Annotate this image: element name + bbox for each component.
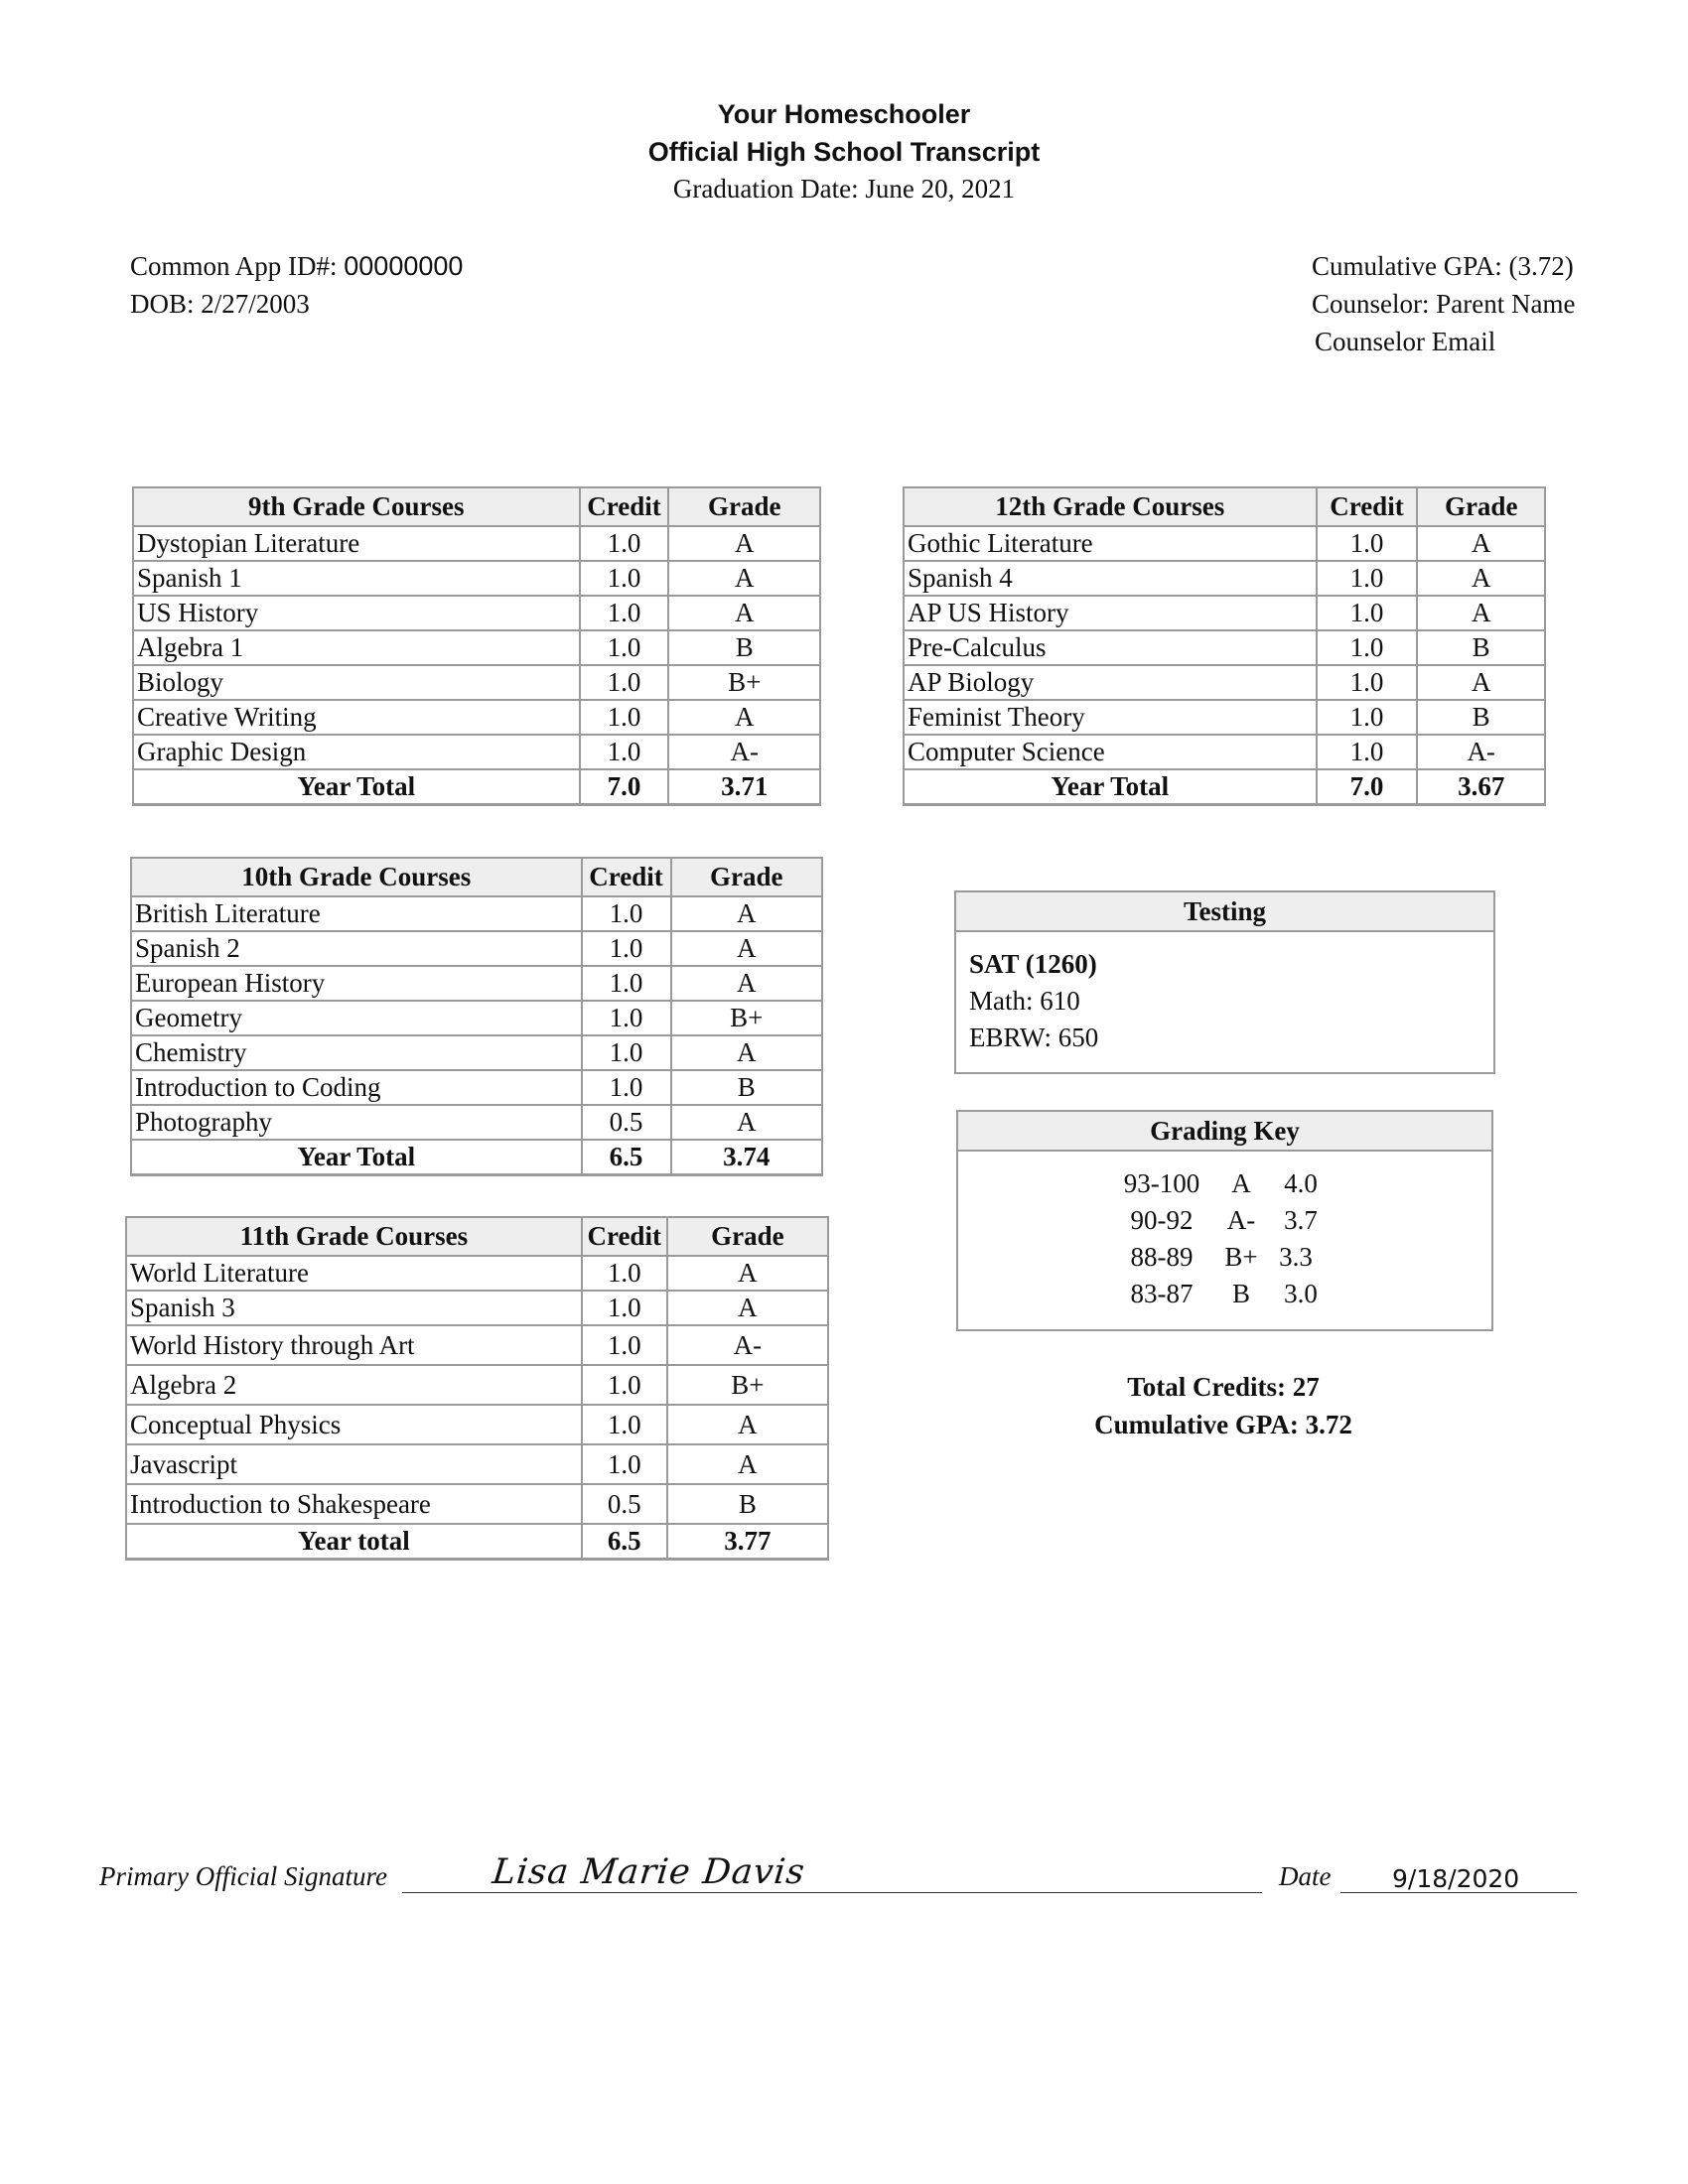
courses-header: 10th Grade Courses	[131, 858, 582, 896]
grade-range: 90-92	[1130, 1205, 1194, 1235]
credit-header: Credit	[580, 487, 669, 526]
year-total-credit: 7.0	[1317, 769, 1418, 805]
course-name: World History through Art	[126, 1325, 582, 1365]
year-total-label: Year Total	[131, 1140, 582, 1175]
course-grade: A	[1417, 561, 1545, 596]
course-credit: 1.0	[582, 1035, 671, 1070]
course-credit: 1.0	[580, 630, 669, 665]
course-row	[131, 1105, 822, 1140]
year-total-gpa: 3.67	[1417, 769, 1545, 805]
course-credit: 1.0	[582, 1256, 667, 1291]
testing-content	[969, 946, 1098, 1056]
testing-box	[954, 890, 1495, 1074]
year-total-credit: 6.5	[582, 1524, 667, 1560]
grading-key-header: Grading Key	[958, 1112, 1491, 1152]
testing-header: Testing	[956, 892, 1493, 932]
course-credit: 1.0	[1317, 526, 1418, 561]
course-name: Dystopian Literature	[133, 526, 580, 561]
course-credit: 0.5	[582, 1105, 671, 1140]
course-row	[904, 561, 1545, 596]
course-credit: 1.0	[1317, 561, 1418, 596]
course-credit: 1.0	[580, 665, 669, 700]
course-grade: A	[667, 1291, 828, 1325]
course-credit: 1.0	[580, 561, 669, 596]
course-name: Spanish 3	[126, 1291, 582, 1325]
grade-letter: B	[1231, 1279, 1250, 1308]
course-name: AP US History	[904, 596, 1317, 630]
course-grade: B	[671, 1070, 823, 1105]
course-grade: A	[667, 1444, 828, 1484]
date-label: Date	[1279, 1861, 1332, 1891]
grade-range: 83-87	[1130, 1279, 1194, 1308]
year-total-label: Year Total	[904, 769, 1317, 805]
credit-header: Credit	[582, 858, 671, 896]
course-grade: A-	[668, 735, 820, 769]
course-grade: A	[667, 1405, 828, 1444]
year-total-gpa: 3.77	[667, 1524, 828, 1560]
grading-key-row	[958, 1202, 1491, 1239]
credit-header: Credit	[582, 1217, 667, 1256]
course-credit: 1.0	[1317, 665, 1418, 700]
cumulative-gpa: Cumulative GPA: 3.72	[1094, 1410, 1352, 1439]
course-credit: 1.0	[582, 1325, 667, 1365]
course-grade: A	[668, 526, 820, 561]
grade-9-table	[132, 486, 821, 806]
common-app-id: Common App ID#: 00000000	[130, 251, 464, 281]
course-grade: A	[671, 1035, 823, 1070]
grade-letter: A	[1231, 1168, 1251, 1198]
cumulative-gpa-header: Cumulative GPA: (3.72)	[1312, 251, 1574, 281]
grade-range: 88-89	[1130, 1242, 1194, 1272]
course-grade: A	[671, 896, 823, 931]
year-total-label: Year Total	[133, 769, 580, 805]
grade-11-table	[125, 1216, 829, 1561]
course-row	[133, 596, 820, 630]
course-name: Feminist Theory	[904, 700, 1317, 735]
course-grade: B	[1417, 700, 1545, 735]
course-name: Chemistry	[131, 1035, 582, 1070]
grade-points: 3.0	[1284, 1279, 1318, 1308]
course-name: Algebra 2	[126, 1365, 582, 1405]
course-name: European History	[131, 966, 582, 1001]
year-total-row	[133, 769, 820, 805]
course-credit: 1.0	[1317, 735, 1418, 769]
course-grade: A	[1417, 665, 1545, 700]
course-grade: B	[667, 1484, 828, 1524]
grade-points: 3.7	[1284, 1205, 1318, 1235]
year-total-credit: 6.5	[582, 1140, 671, 1175]
grade-letter: A-	[1226, 1205, 1256, 1235]
course-credit: 1.0	[580, 700, 669, 735]
course-grade: B	[668, 630, 820, 665]
course-row	[904, 596, 1545, 630]
course-name: Gothic Literature	[904, 526, 1317, 561]
summary	[1025, 1368, 1422, 1443]
year-total-gpa: 3.74	[671, 1140, 823, 1175]
course-name: Javascript	[126, 1444, 582, 1484]
grading-key-row	[958, 1276, 1491, 1312]
year-total-row	[131, 1140, 822, 1175]
course-row	[904, 700, 1545, 735]
grade-range: 93-100	[1123, 1168, 1200, 1198]
course-credit: 1.0	[1317, 630, 1418, 665]
course-row	[133, 665, 820, 700]
course-name: Introduction to Shakespeare	[126, 1484, 582, 1524]
course-row	[126, 1325, 828, 1365]
course-grade: A	[671, 966, 823, 1001]
course-credit: 1.0	[582, 931, 671, 966]
course-name: Photography	[131, 1105, 582, 1140]
course-grade: A	[668, 561, 820, 596]
course-row	[126, 1256, 828, 1291]
course-grade: A-	[667, 1325, 828, 1365]
signature-date: 9/18/2020	[1392, 1864, 1520, 1893]
course-row	[904, 526, 1545, 561]
table-header-row	[131, 858, 822, 896]
course-name: AP Biology	[904, 665, 1317, 700]
student-info-left	[130, 247, 463, 323]
course-row	[126, 1405, 828, 1444]
course-row	[133, 561, 820, 596]
course-row	[131, 1070, 822, 1105]
course-credit: 1.0	[582, 1444, 667, 1484]
course-credit: 1.0	[580, 526, 669, 561]
course-credit: 1.0	[582, 1001, 671, 1035]
grade-header: Grade	[667, 1217, 828, 1256]
student-info-right	[1312, 247, 1575, 360]
course-row	[126, 1365, 828, 1405]
signature-line	[402, 1892, 1262, 1893]
course-row	[133, 526, 820, 561]
counselor-name: Counselor: Parent Name	[1312, 289, 1576, 319]
course-name: Graphic Design	[133, 735, 580, 769]
course-credit: 1.0	[580, 735, 669, 769]
table-header-row	[126, 1217, 828, 1256]
course-credit: 1.0	[1317, 700, 1418, 735]
course-row	[904, 630, 1545, 665]
course-row	[133, 630, 820, 665]
course-credit: 1.0	[582, 1405, 667, 1444]
total-credits: Total Credits: 27	[1127, 1372, 1320, 1402]
course-name: Computer Science	[904, 735, 1317, 769]
school-name: Your Homeschooler	[717, 99, 971, 129]
table-header-row	[133, 487, 820, 526]
document-title: Official High School Transcript	[647, 137, 1041, 167]
course-grade: A	[668, 700, 820, 735]
courses-header: 9th Grade Courses	[133, 487, 580, 526]
course-name: Spanish 1	[133, 561, 580, 596]
year-total-row	[126, 1524, 828, 1560]
year-total-label: Year total	[126, 1524, 582, 1560]
course-name: Conceptual Physics	[126, 1405, 582, 1444]
course-credit: 1.0	[582, 1291, 667, 1325]
grading-key-box	[956, 1110, 1493, 1331]
grade-header: Grade	[668, 487, 820, 526]
grade-points: 4.0	[1284, 1168, 1318, 1198]
course-row	[904, 665, 1545, 700]
course-row	[131, 1035, 822, 1070]
courses-header: 12th Grade Courses	[904, 487, 1317, 526]
grade-12-table	[903, 486, 1546, 806]
course-grade: B	[1417, 630, 1545, 665]
year-total-credit: 7.0	[580, 769, 669, 805]
course-credit: 1.0	[1317, 596, 1418, 630]
course-name: British Literature	[131, 896, 582, 931]
grade-header: Grade	[1417, 487, 1545, 526]
course-credit: 1.0	[582, 1365, 667, 1405]
grade-points: 3.3	[1279, 1242, 1313, 1272]
table-header-row	[904, 487, 1545, 526]
course-name: World Literature	[126, 1256, 582, 1291]
course-row	[904, 735, 1545, 769]
course-grade: B+	[671, 1001, 823, 1035]
course-name: Spanish 4	[904, 561, 1317, 596]
year-total-gpa: 3.71	[668, 769, 820, 805]
grade-letter: B+	[1224, 1242, 1258, 1272]
course-grade: A	[1417, 596, 1545, 630]
course-grade: A	[667, 1256, 828, 1291]
course-name: US History	[133, 596, 580, 630]
sat-ebrw: EBRW: 650	[969, 1023, 1099, 1052]
course-credit: 1.0	[582, 896, 671, 931]
course-row	[133, 735, 820, 769]
grading-key-row	[958, 1239, 1491, 1276]
course-grade: A	[671, 1105, 823, 1140]
course-name: Algebra 1	[133, 630, 580, 665]
date-of-birth: DOB: 2/27/2003	[130, 289, 310, 319]
course-grade: B+	[668, 665, 820, 700]
course-grade: A-	[1417, 735, 1545, 769]
course-name: Creative Writing	[133, 700, 580, 735]
year-total-row	[904, 769, 1545, 805]
grading-key-row	[958, 1165, 1491, 1202]
course-credit: 1.0	[582, 966, 671, 1001]
course-credit: 0.5	[582, 1484, 667, 1524]
course-row	[131, 931, 822, 966]
courses-header: 11th Grade Courses	[126, 1217, 582, 1256]
course-row	[126, 1444, 828, 1484]
credit-header: Credit	[1317, 487, 1418, 526]
course-row	[126, 1484, 828, 1524]
signature-label: Primary Official Signature	[99, 1861, 387, 1891]
course-grade: A	[671, 931, 823, 966]
course-grade: A	[1417, 526, 1545, 561]
course-name: Spanish 2	[131, 931, 582, 966]
course-credit: 1.0	[580, 596, 669, 630]
course-row	[131, 966, 822, 1001]
course-credit: 1.0	[582, 1070, 671, 1105]
course-name: Introduction to Coding	[131, 1070, 582, 1105]
course-name: Pre-Calculus	[904, 630, 1317, 665]
grade-header: Grade	[671, 858, 823, 896]
course-row	[126, 1291, 828, 1325]
course-row	[131, 896, 822, 931]
course-grade: B+	[667, 1365, 828, 1405]
course-name: Geometry	[131, 1001, 582, 1035]
grade-10-table	[130, 857, 823, 1176]
course-name: Biology	[133, 665, 580, 700]
counselor-email: Counselor Email	[1315, 327, 1496, 356]
signature: Lisa Marie Davis	[490, 1852, 807, 1892]
course-row	[131, 1001, 822, 1035]
graduation-date: Graduation Date: June 20, 2021	[672, 174, 1016, 204]
sat-math: Math: 610	[969, 986, 1080, 1016]
course-grade: A	[668, 596, 820, 630]
sat-score: SAT (1260)	[969, 949, 1097, 979]
course-row	[133, 700, 820, 735]
